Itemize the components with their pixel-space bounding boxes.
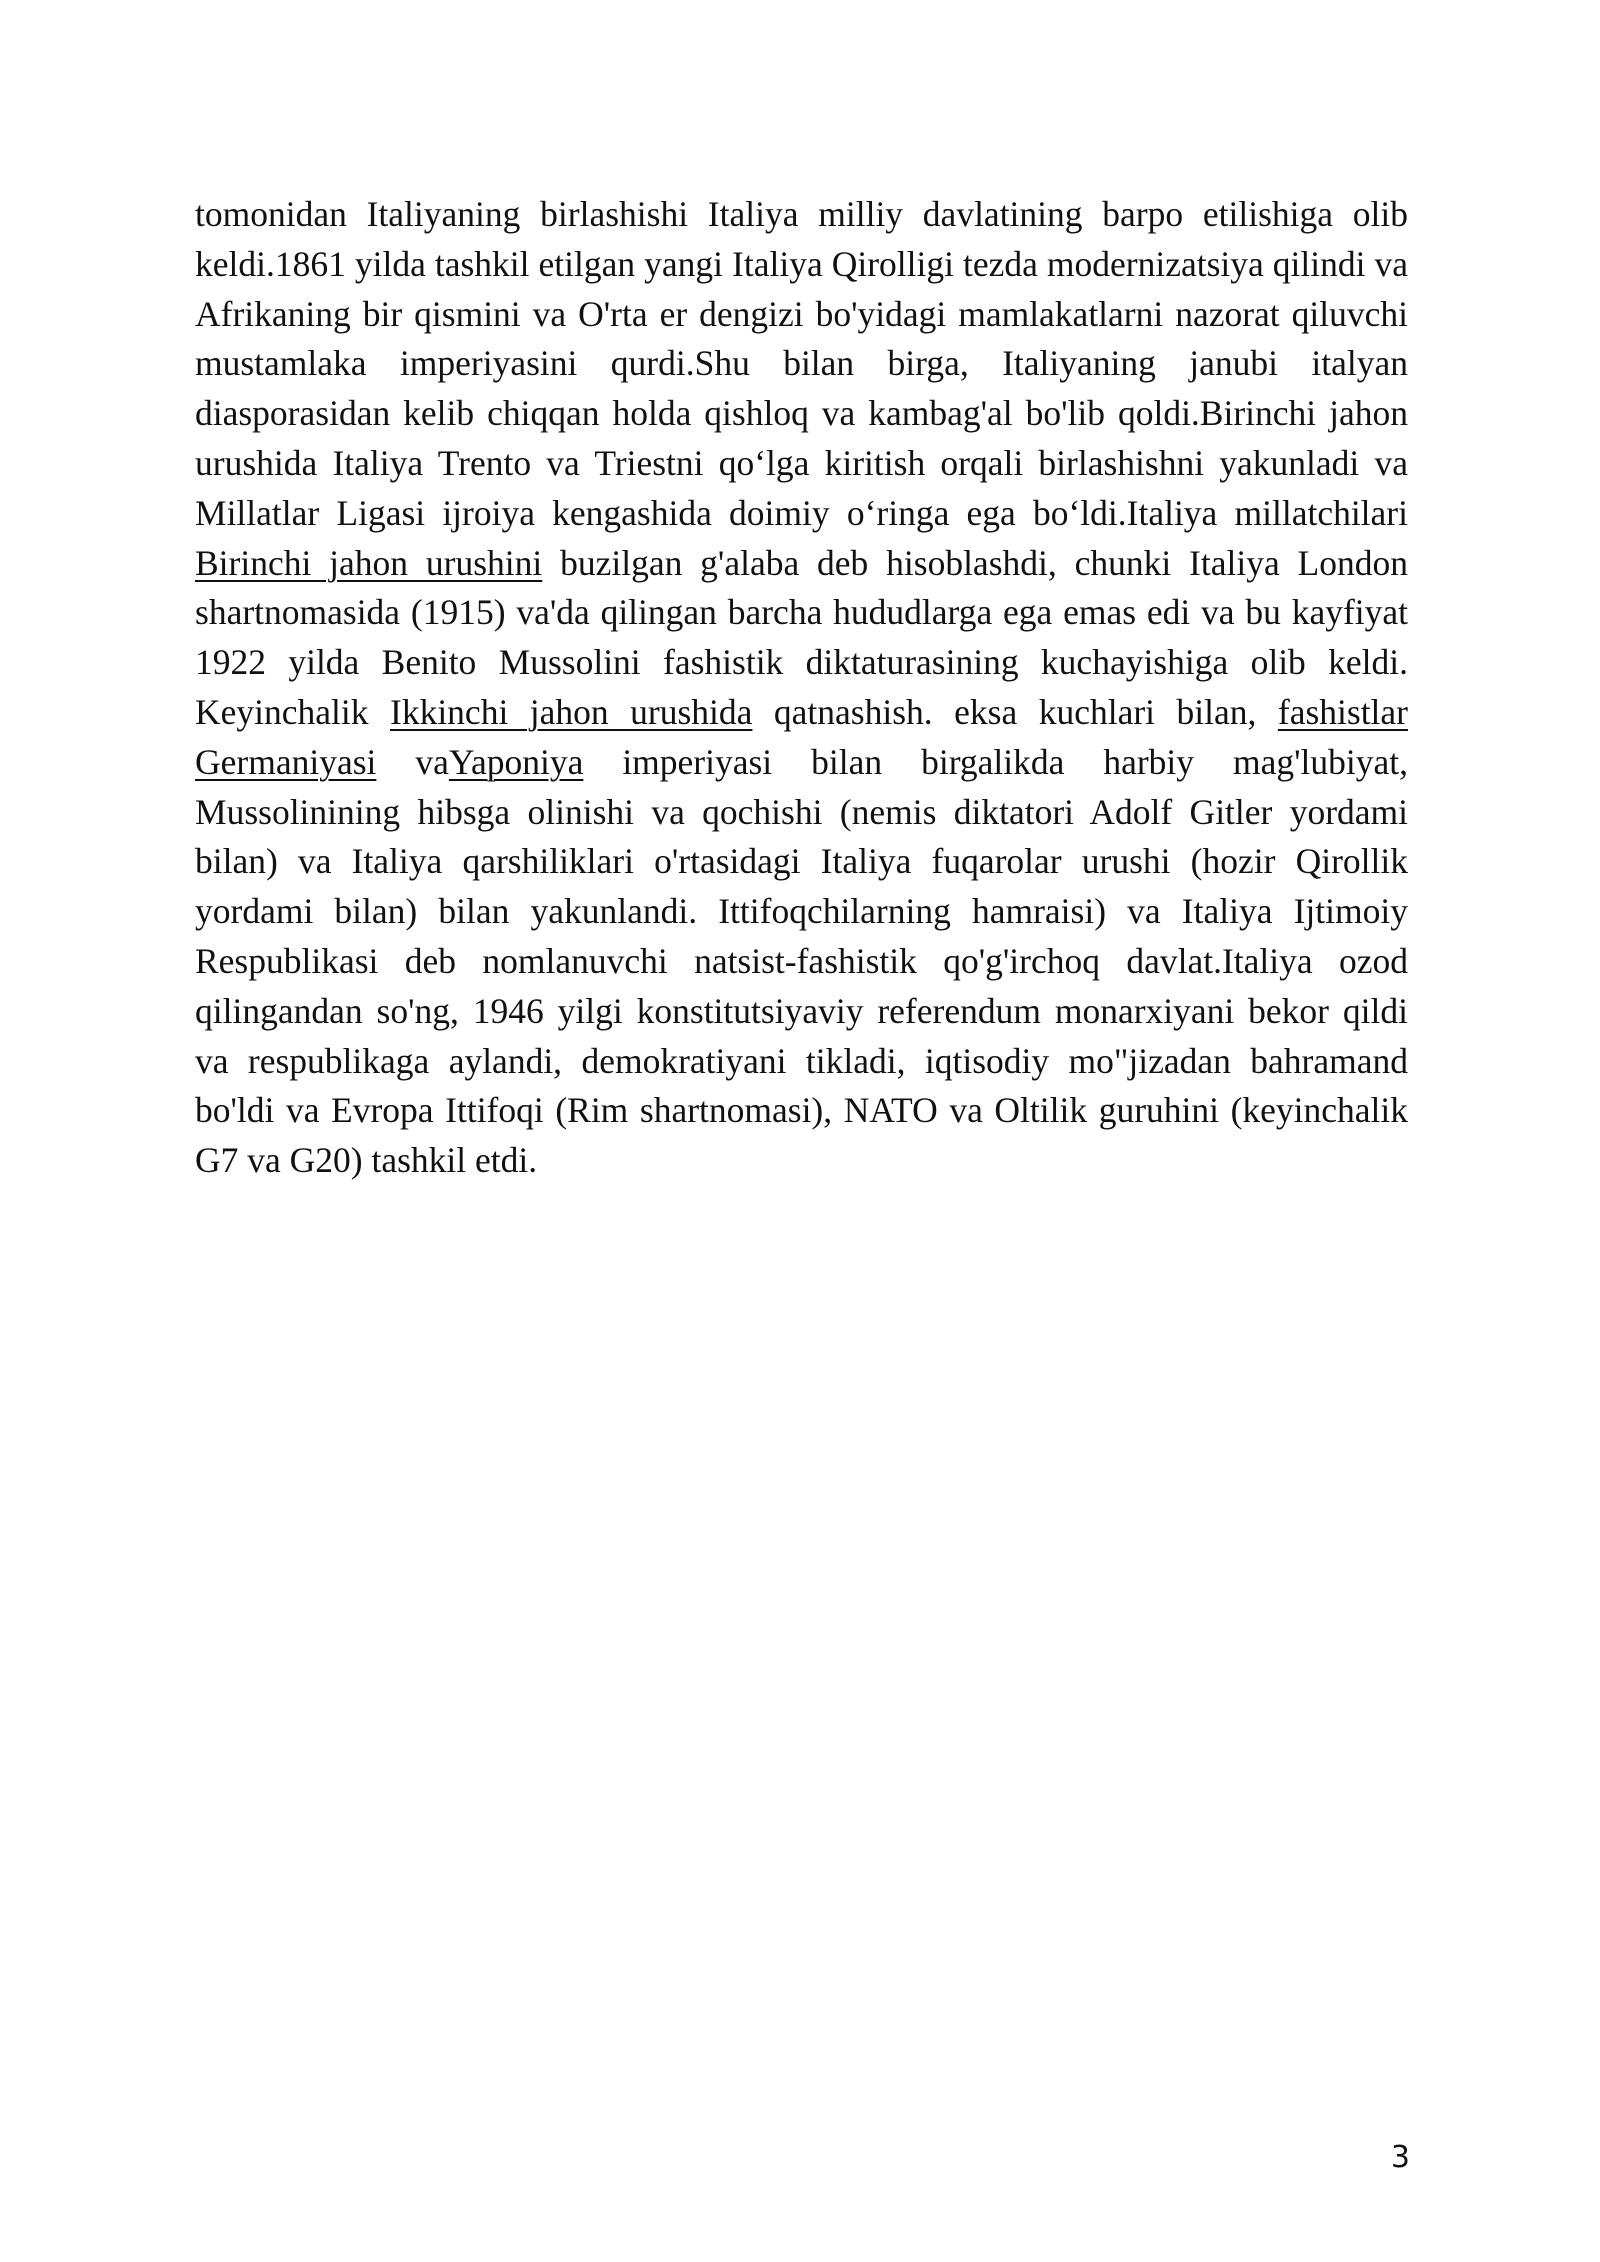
page-number: 3: [1390, 2140, 1410, 2175]
link-yaponiya[interactable]: Yaponiya: [448, 741, 584, 782]
body-paragraph: [195, 190, 1408, 1186]
link-birinchi-jahon-urushini[interactable]: Birinchi jahon urushini: [195, 542, 543, 583]
paragraph-text: buzilgan g'alaba deb hisoblashdi, chunki Italiya London shartnomasida (1915) va'da qilingan barcha hududlarga ega emas edi va bu kayfiyat 1922 yilda Benito Mussolini fashistik diktaturasining kuchayishiga olib keldi. Keyinchalik: [195, 542, 1408, 732]
link-fashistlar-germaniyasi[interactable]: fashistlar Germaniyasi: [195, 691, 1409, 782]
paragraph-text: va: [376, 741, 449, 782]
link-ikkinchi-jahon-urushida[interactable]: Ikkinchi jahon urushida: [390, 691, 753, 732]
paragraph-text: tomonidan Italiyaning birlashishi Italiya milliy davlatining barpo etilishiga olib keldi.1861 yilda tashkil etilgan yangi Italiya Qirolligi tezda modernizatsiya qilindi va Afrikaning bir qismini va O'rta er dengizi bo'yidagi mamlakatlarni nazorat qiluvchi mustamlaka imperiyasini qurdi.Shu bilan birga, Italiyaning janubi italyan diasporasidan kelib chiqqan holda qishloq va kambag'al bo'lib qoldi.Birinchi jahon urushida Italiya Trento va Triestni qo‘lga kiritish orqali birlashishni yakunladi va Millatlar Ligasi ijroiya kengashida doimiy o‘ringa ega bo‘ldi.Italiya millatchilari: [195, 194, 1408, 533]
paragraph-text: imperiyasi bilan birgalikda harbiy mag'lubiyat, Mussolinining hibsga olinishi va qochishi (nemis diktatori Adolf Gitler yordami bilan) va Italiya qarshiliklari o'rtasidagi Italiya fuqarolar urushi (hozir Qirollik yordami bilan) bilan yakunlandi. Ittifoqchilarning hamraisi) va Italiya Ijtimoiy Respublikasi deb nomlanuvchi natsist-fashistik qo'g'irchoq davlat.Italiya ozod qilingandan so'ng, 1946 yilgi konstitutsiyaviy referendum monarxiyani bekor qildi va respublikaga aylandi, demokratiyani tikladi, iqtisodiy mo"jizadan bahramand bo'ldi va Evropa Ittifoqi (Rim shartnomasi), NATO va Oltilik guruhini (keyinchalik G7 va G20) tashkil etdi.: [195, 741, 1408, 1181]
paragraph-text: qatnashish. eksa kuchlari bilan,: [752, 691, 1278, 732]
